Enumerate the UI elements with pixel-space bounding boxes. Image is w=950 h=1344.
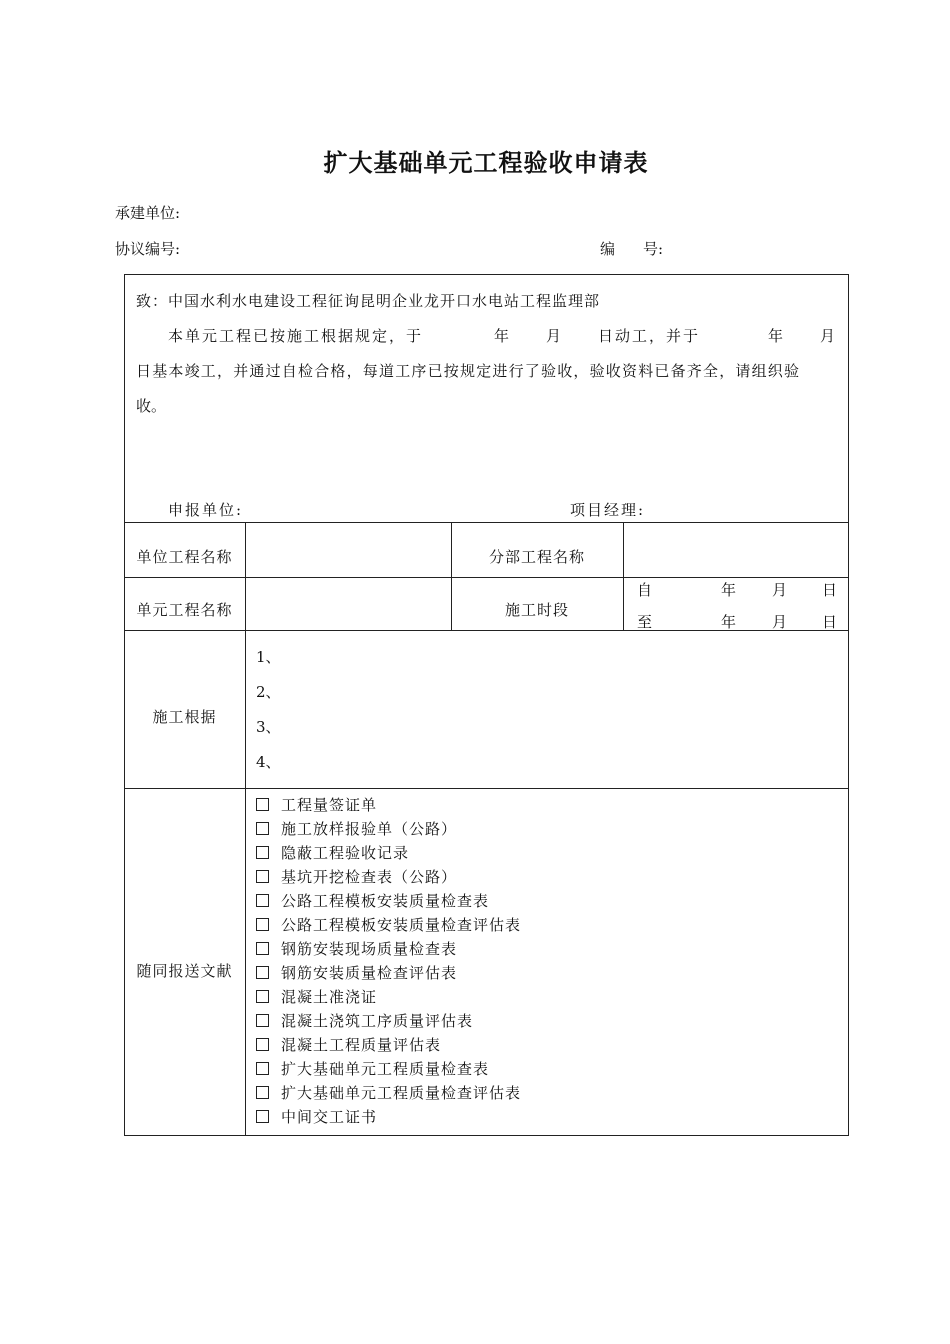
document-item: 工程量签证单 — [256, 794, 377, 815]
checkbox[interactable] — [256, 918, 269, 931]
checkbox[interactable] — [256, 990, 269, 1003]
document-item: 扩大基础单元工程质量检查评估表 — [256, 1082, 521, 1103]
period-from-day: 日 — [822, 581, 838, 599]
period-from-year: 年 — [721, 581, 737, 599]
document-item: 中间交工证书 — [256, 1106, 377, 1127]
recipient-line: 致：中国水利水电建设工程征询昆明企业龙开口水电站工程监理部 — [136, 292, 601, 310]
document-item: 混凝土准浇证 — [256, 986, 377, 1007]
documents-label: 随同报送文献 — [136, 962, 233, 980]
document-item: 混凝土浇筑工序质量评估表 — [256, 1010, 473, 1031]
document-item: 扩大基础单元工程质量检查表 — [256, 1058, 489, 1079]
document-item: 公路工程模板安装质量检查表 — [256, 890, 489, 911]
body-start-text: 本单元工程已按施工根据规定，于 — [168, 327, 424, 345]
period-to-day: 日 — [822, 613, 838, 631]
basis-item: 3、 — [256, 718, 281, 736]
document-item: 施工放样报验单（公路） — [256, 818, 457, 839]
agreement-no-label: 协议编号: — [115, 240, 181, 258]
unit-project-name-label: 单位工程名称 — [136, 548, 233, 566]
document-item: 隐蔽工程验收记录 — [256, 842, 409, 863]
document-item: 钢筋安装质量检查评估表 — [256, 962, 457, 983]
basis-item: 4、 — [256, 753, 281, 771]
checkbox[interactable] — [256, 822, 269, 835]
checkbox[interactable] — [256, 1062, 269, 1075]
document-item: 公路工程模板安装质量检查评估表 — [256, 914, 521, 935]
checkbox[interactable] — [256, 1110, 269, 1123]
form-title: 扩大基础单元工程验收申请表 — [323, 148, 649, 177]
period-to-year: 年 — [721, 613, 737, 631]
construction-period-label: 施工时段 — [504, 601, 569, 619]
contractor-label: 承建单位: — [115, 204, 181, 222]
checkbox[interactable] — [256, 798, 269, 811]
checkbox[interactable] — [256, 1014, 269, 1027]
checkbox[interactable] — [256, 1086, 269, 1099]
applicant-label: 申报单位: — [168, 501, 244, 519]
checkbox[interactable] — [256, 894, 269, 907]
body-line-3: 收。 — [136, 397, 167, 415]
checkbox[interactable] — [256, 966, 269, 979]
month-label-1: 月 — [546, 327, 562, 345]
document-item: 钢筋安装现场质量检查表 — [256, 938, 457, 959]
document-item: 混凝土工程质量评估表 — [256, 1034, 441, 1055]
checkbox[interactable] — [256, 942, 269, 955]
serial-label-right: 号: — [643, 240, 664, 258]
period-to-label: 至 — [637, 613, 653, 631]
day-start-text: 日动工，并于 — [598, 327, 701, 345]
year-label-2: 年 — [768, 327, 784, 345]
month-label-2: 月 — [820, 327, 836, 345]
body-line-2: 日基本竣工，并通过自检合格，每道工序已按规定进行了验收，验收资料已备齐全，请组织验 — [136, 362, 801, 380]
project-manager-label: 项目经理: — [570, 501, 646, 519]
basis-item: 1、 — [256, 648, 281, 666]
basis-item: 2、 — [256, 683, 281, 701]
document-item: 基坑开挖检查表（公路） — [256, 866, 457, 887]
period-from-month: 月 — [772, 581, 788, 599]
sub-project-name-label: 分部工程名称 — [488, 548, 585, 566]
element-project-name-label: 单元工程名称 — [136, 601, 233, 619]
period-from-label: 自 — [637, 581, 653, 599]
year-label-1: 年 — [494, 327, 510, 345]
period-to-month: 月 — [772, 613, 788, 631]
basis-label: 施工根据 — [152, 708, 217, 726]
serial-label-left: 编 — [600, 240, 616, 258]
checkbox[interactable] — [256, 846, 269, 859]
checkbox[interactable] — [256, 870, 269, 883]
checkbox[interactable] — [256, 1038, 269, 1051]
